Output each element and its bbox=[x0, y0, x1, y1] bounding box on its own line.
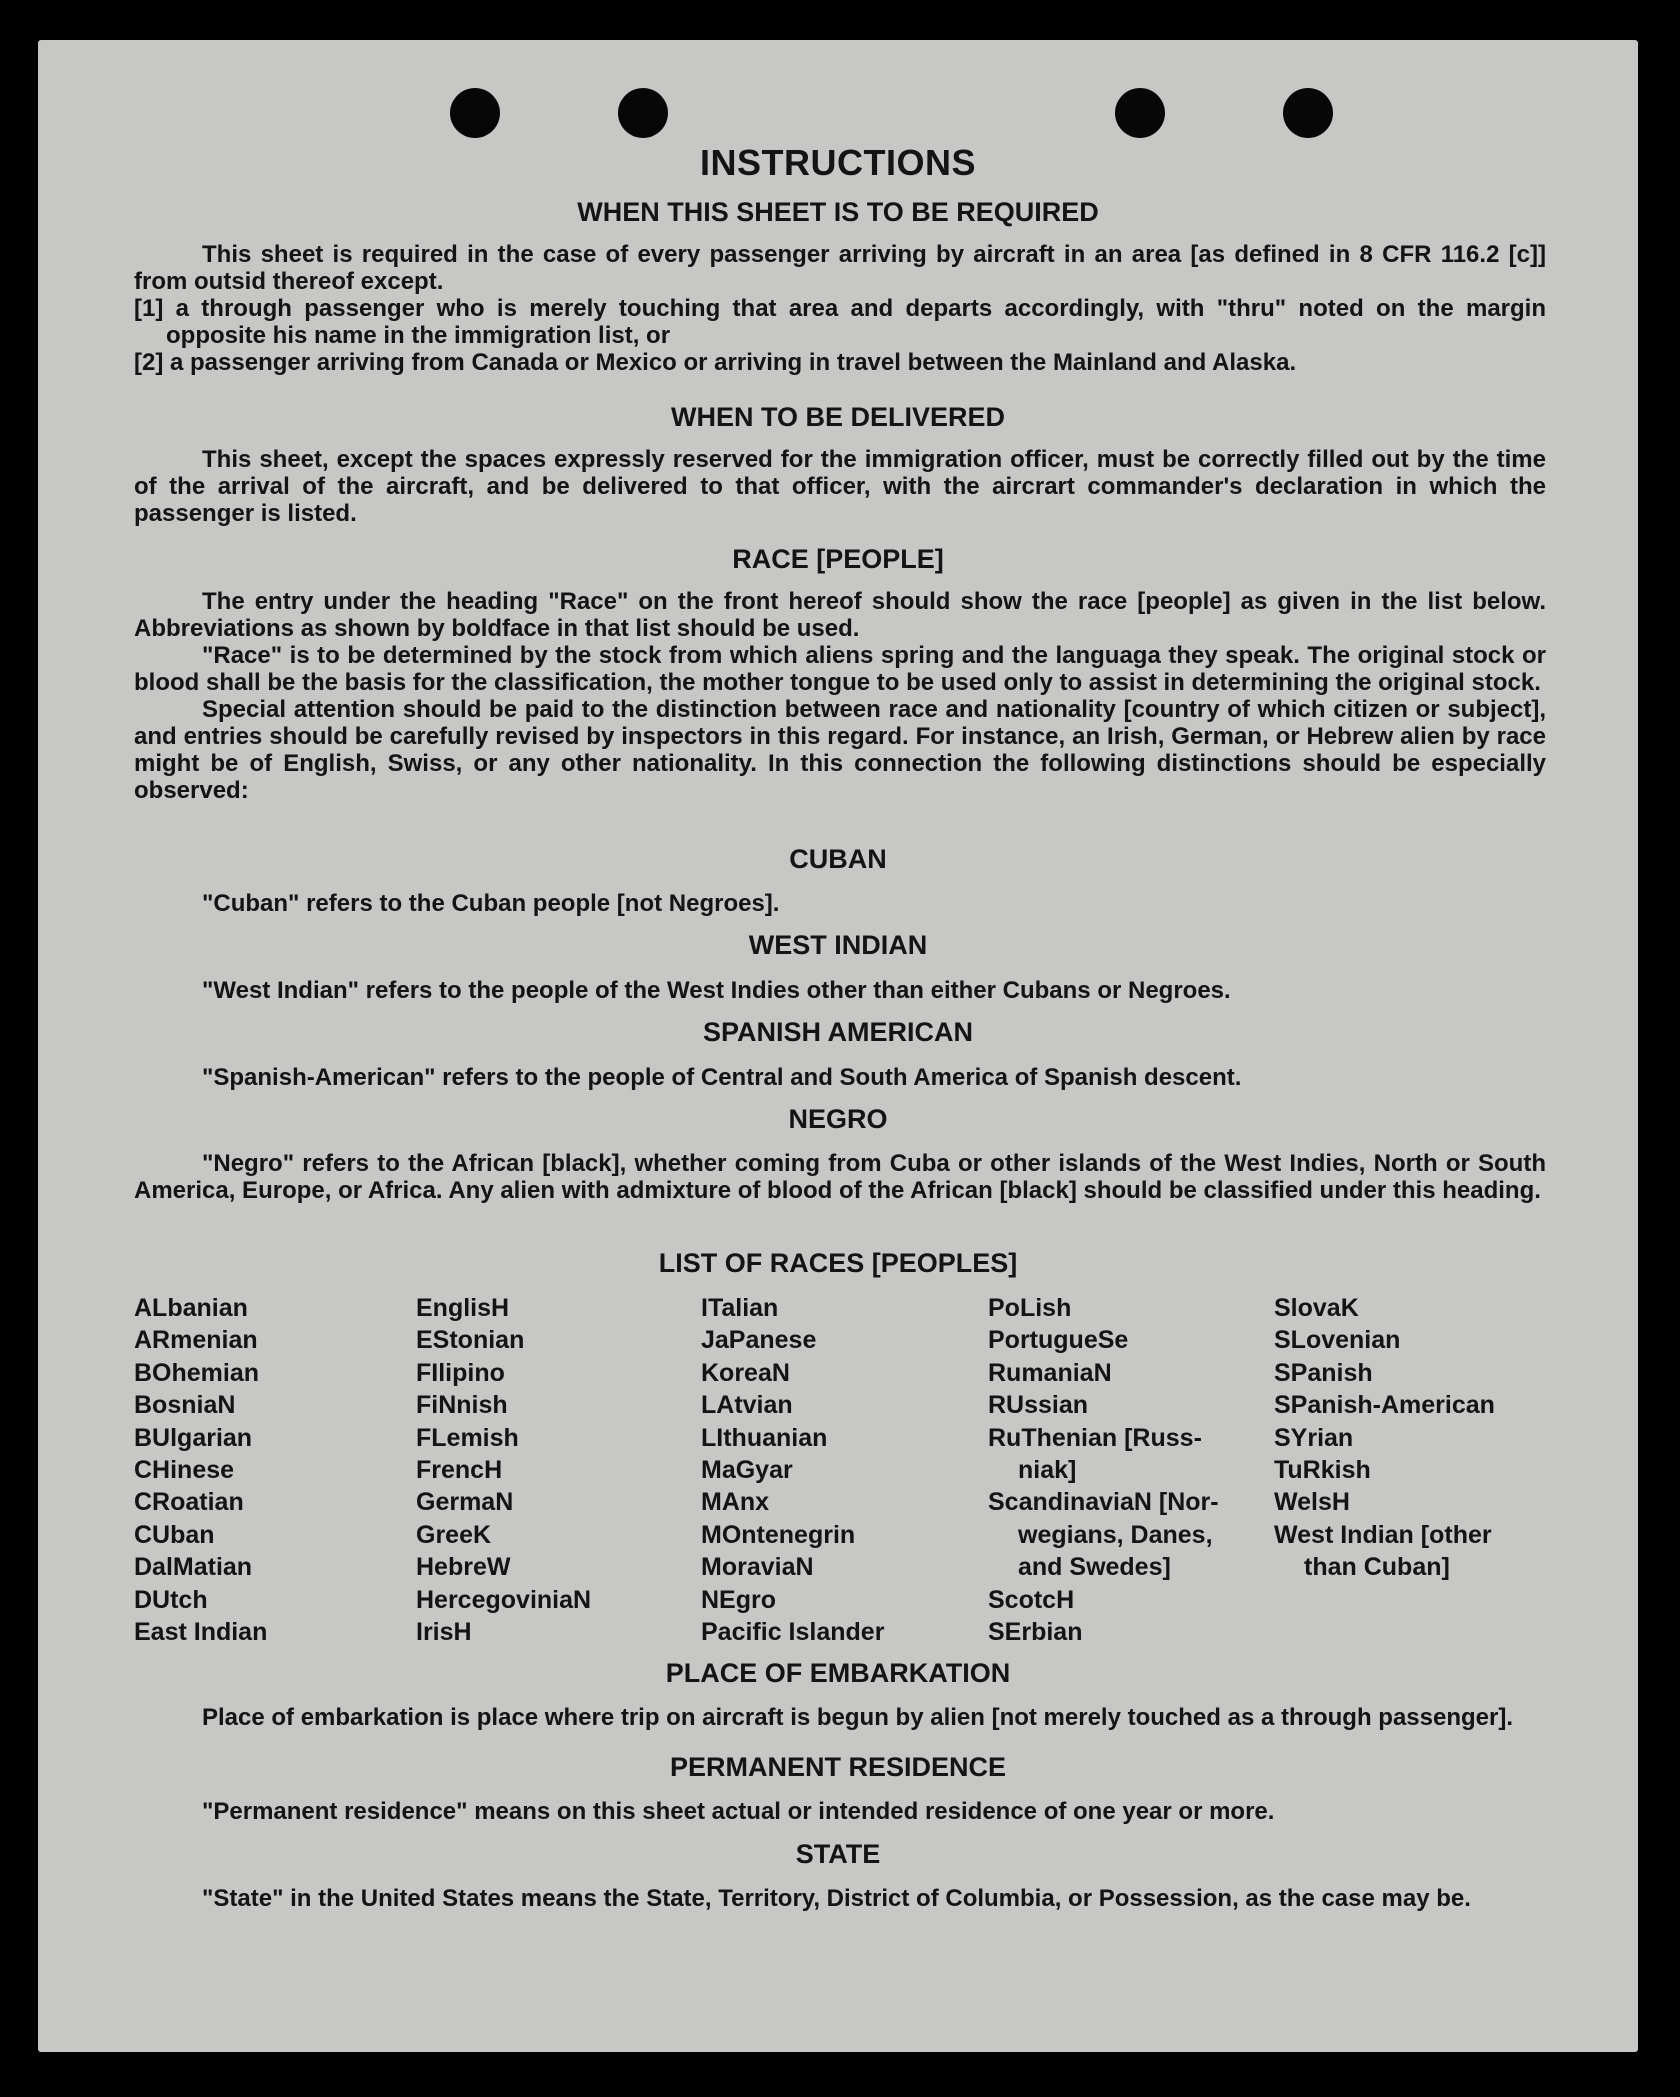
race-item: SlovaK bbox=[1274, 1294, 1359, 1322]
document-sheet bbox=[38, 40, 1638, 2052]
section-heading: RACE [PEOPLE] bbox=[732, 544, 944, 574]
race-item: SLovenian bbox=[1274, 1326, 1401, 1355]
race-item: ScandinaviaN [Nor- bbox=[988, 1488, 1219, 1517]
race-item: SPanish-American bbox=[1274, 1391, 1495, 1420]
section-text bbox=[134, 890, 1546, 917]
section-text bbox=[134, 1064, 1546, 1091]
race-item: PortugueSe bbox=[988, 1326, 1129, 1355]
list-item: [1] a through passenger who is merely touching that area and departs accordingly, with "thru" noted on the margin opposite his name in the immigration list, or bbox=[134, 295, 1546, 349]
paragraph: Place of embarkation is place where trip on aircraft is begun by alien [not merely touched as a through passenger]. bbox=[202, 1704, 1513, 1731]
race-item: WelsH bbox=[1274, 1488, 1350, 1517]
section-text bbox=[134, 977, 1546, 1004]
paragraph: The entry under the heading "Race" on the front hereof should show the race [people] as given in the list below. Abbreviations as shown by boldface in that list should be used. bbox=[134, 588, 1546, 642]
race-item: TuRkish bbox=[1274, 1456, 1371, 1485]
section-heading: LIST OF RACES [PEOPLES] bbox=[658, 1248, 1018, 1278]
race-item: than Cuban] bbox=[1304, 1553, 1450, 1582]
race-item: EStonian bbox=[416, 1326, 525, 1355]
section-heading: STATE bbox=[795, 1839, 881, 1869]
section-heading: PLACE OF EMBARKATION bbox=[665, 1658, 1011, 1688]
section-heading: NEGRO bbox=[788, 1104, 888, 1134]
section-heading: PERMANENT RESIDENCE bbox=[669, 1752, 1007, 1782]
paragraph: This sheet is required in the case of every passenger arriving by aircraft in an area [as defined in 8 CFR 116.2 [c]] from outsid thereof except. bbox=[134, 241, 1546, 295]
race-item: FrencH bbox=[416, 1456, 503, 1485]
race-item: GermaN bbox=[416, 1488, 514, 1517]
race-item: DalMatian bbox=[134, 1553, 253, 1582]
race-item: and Swedes] bbox=[1018, 1553, 1171, 1582]
race-item: ScotcH bbox=[988, 1585, 1075, 1614]
race-item: ALbanian bbox=[134, 1294, 248, 1322]
paragraph: This sheet, except the spaces expressly reserved for the immigration officer, must be correctly filled out by the time of the arrival of the aircraft, and be delivered to that officer, with the aircrart commander's declaration in which the passenger is listed. bbox=[134, 446, 1546, 527]
paragraph: "West Indian" refers to the people of the West Indies other than either Cubans or Negroes. bbox=[202, 977, 1231, 1004]
paragraph: "Cuban" refers to the Cuban people [not Negroes]. bbox=[202, 890, 780, 917]
section-text bbox=[134, 588, 1546, 804]
punch-hole bbox=[1283, 88, 1333, 138]
section-text bbox=[134, 241, 1546, 376]
race-item: CUban bbox=[134, 1520, 215, 1549]
race-item: Pacific Islander bbox=[701, 1618, 885, 1647]
race-item: CHinese bbox=[134, 1456, 235, 1485]
race-item: KoreaN bbox=[701, 1358, 790, 1387]
list-item: [2] a passenger arriving from Canada or Mexico or arriving in travel between the Mainland and Alaska. bbox=[134, 349, 1297, 376]
race-item: West Indian [other bbox=[1274, 1520, 1492, 1549]
race-item: East Indian bbox=[134, 1618, 268, 1647]
race-item: DUtch bbox=[134, 1585, 208, 1614]
section-heading: WHEN TO BE DELIVERED bbox=[670, 402, 1006, 432]
race-item: MAnx bbox=[701, 1488, 770, 1517]
race-item: RumaniaN bbox=[988, 1358, 1112, 1387]
section-heading: CUBAN bbox=[789, 844, 887, 874]
race-item: RUssian bbox=[988, 1391, 1089, 1420]
race-item: niak] bbox=[1018, 1456, 1077, 1485]
paragraph: "State" in the United States means the State, Territory, District of Columbia, or Possession, as the case may be. bbox=[202, 1885, 1471, 1912]
race-item: IrisH bbox=[416, 1618, 472, 1647]
races-column bbox=[416, 1292, 591, 1648]
race-item: MOntenegrin bbox=[701, 1520, 856, 1549]
race-item: LAtvian bbox=[701, 1391, 793, 1420]
paragraph: "Negro" refers to the African [black], whether coming from Cuba or other islands of the West Indies, North or South America, Europe, or Africa. Any alien with admixture of blood of the African [black] should be classified under this heading. bbox=[134, 1150, 1546, 1204]
race-item: HebreW bbox=[416, 1553, 511, 1582]
section-text bbox=[134, 1798, 1546, 1825]
race-item: FLemish bbox=[416, 1423, 519, 1452]
race-item: BosniaN bbox=[134, 1391, 236, 1420]
section-text bbox=[134, 1885, 1546, 1912]
section-text bbox=[134, 1704, 1546, 1731]
race-item: FiNnish bbox=[416, 1391, 508, 1420]
race-item: MoraviaN bbox=[701, 1553, 814, 1582]
section-heading: WHEN THIS SHEET IS TO BE REQUIRED bbox=[577, 197, 1099, 227]
races-column bbox=[988, 1292, 1219, 1648]
race-item: BOhemian bbox=[134, 1358, 260, 1387]
race-item: ARmenian bbox=[134, 1326, 258, 1355]
race-item: SYrian bbox=[1274, 1423, 1354, 1452]
section-heading: WEST INDIAN bbox=[748, 930, 928, 960]
punch-hole bbox=[450, 88, 500, 138]
race-item: HercegoviniaN bbox=[416, 1585, 592, 1614]
race-item: RuThenian [Russ- bbox=[988, 1423, 1202, 1452]
races-column bbox=[701, 1292, 884, 1648]
race-item: MaGyar bbox=[701, 1456, 793, 1485]
paragraph: "Spanish-American" refers to the people of Central and South America of Spanish descent. bbox=[202, 1064, 1242, 1091]
race-item: ITalian bbox=[701, 1294, 779, 1322]
race-item: SPanish bbox=[1274, 1358, 1373, 1387]
race-item: PoLish bbox=[988, 1294, 1072, 1322]
paragraph: Special attention should be paid to the distinction between race and nationality [country of which citizen or subject], and entries should be carefully revised by inspectors in this regard. For instance, an Irish, German, or Hebrew alien by race might be of English, Swiss, or any other nationality. In this connection the following distinctions should be especially observed: bbox=[134, 696, 1546, 804]
punch-hole bbox=[618, 88, 668, 138]
paragraph: "Permanent residence" means on this sheet actual or intended residence of one year or more. bbox=[202, 1798, 1275, 1825]
page-title: INSTRUCTIONS bbox=[700, 142, 976, 183]
section-text bbox=[134, 1150, 1546, 1204]
race-item: NEgro bbox=[701, 1585, 776, 1614]
section-text bbox=[134, 446, 1546, 527]
race-item: BUlgarian bbox=[134, 1423, 253, 1452]
punch-hole bbox=[1115, 88, 1165, 138]
races-column bbox=[1274, 1292, 1495, 1584]
paragraph: "Race" is to be determined by the stock from which aliens spring and the languaga they speak. The original stock or blood shall be the basis for the classification, the mother tongue to be used only to assist in determining the original stock. bbox=[134, 642, 1546, 696]
race-item: EnglisH bbox=[416, 1294, 510, 1322]
race-item: SErbian bbox=[988, 1618, 1083, 1647]
race-item: JaPanese bbox=[701, 1326, 817, 1355]
race-item: LIthuanian bbox=[701, 1423, 828, 1452]
race-item: wegians, Danes, bbox=[1018, 1520, 1213, 1549]
race-item: CRoatian bbox=[134, 1488, 244, 1517]
race-item: GreeK bbox=[416, 1520, 492, 1549]
races-column bbox=[134, 1292, 267, 1648]
race-item: FIlipino bbox=[416, 1358, 505, 1387]
section-heading: SPANISH AMERICAN bbox=[702, 1017, 973, 1047]
